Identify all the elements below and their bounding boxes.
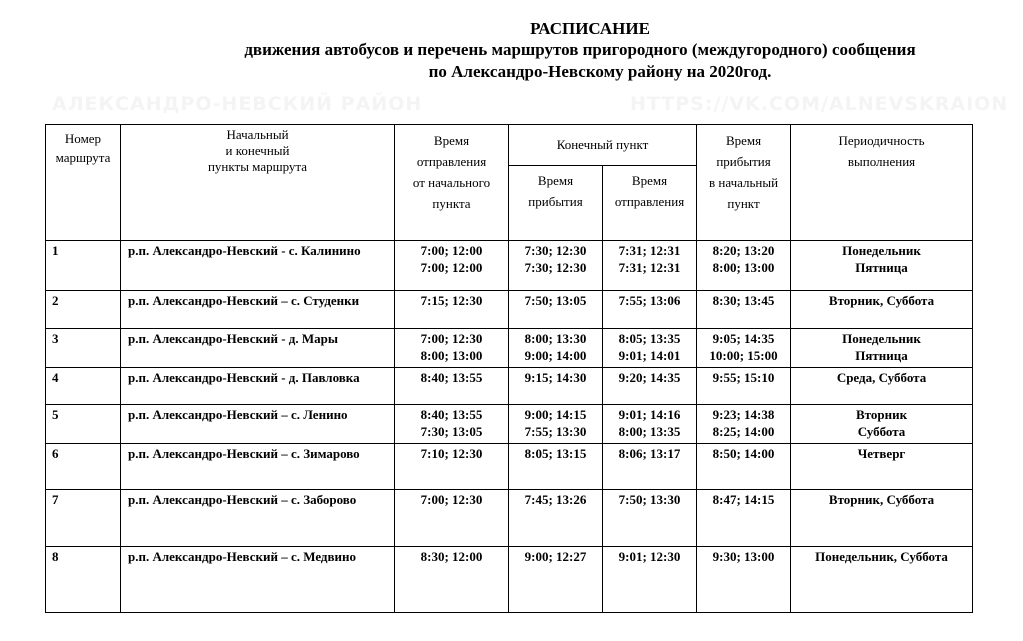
route-number: 7 xyxy=(46,490,121,547)
periodicity-cell: Вторник Суббота xyxy=(791,405,973,444)
departure-cell: 7:10; 12:30 xyxy=(395,444,509,490)
departure-cell: 7:00; 12:30 xyxy=(395,490,509,547)
title-heading: РАСПИСАНИЕ xyxy=(530,19,650,38)
dest-departure-cell: 7:31; 12:31 7:31; 12:31 xyxy=(603,241,697,291)
table-row xyxy=(46,444,973,490)
dest-arrival-cell: 7:50; 13:05 xyxy=(509,291,603,329)
dest-arrival-cell: 9:00; 14:15 7:55; 13:30 xyxy=(509,405,603,444)
table-row xyxy=(46,291,973,329)
title-subheading: движения автобусов и перечень маршрутов пригородного (междугородного) сообщения xyxy=(244,40,916,59)
route-name: р.п. Александро-Невский – с. Ленино xyxy=(121,405,395,444)
header-dest-arrival: Время прибытия xyxy=(509,166,603,241)
periodicity-cell: Понедельник Пятница xyxy=(791,329,973,368)
periodicity-cell: Понедельник Пятница xyxy=(791,241,973,291)
periodicity-cell: Понедельник, Суббота xyxy=(791,547,973,613)
route-name: р.п. Александро-Невский - д. Мары xyxy=(121,329,395,368)
departure-cell: 8:40; 13:55 xyxy=(395,368,509,405)
return-arrival-cell: 9:30; 13:00 xyxy=(697,547,791,613)
header-destination: Конечный пункт xyxy=(509,125,697,166)
table-row xyxy=(46,405,973,444)
route-name: р.п. Александро-Невский – с. Студенки xyxy=(121,291,395,329)
return-arrival-cell: 8:30; 13:45 xyxy=(697,291,791,329)
periodicity-cell: Вторник, Суббота xyxy=(791,490,973,547)
dest-arrival-cell: 8:00; 13:30 9:00; 14:00 xyxy=(509,329,603,368)
watermark-right: HTTPS://VK.COM/ALNEVSKRAION xyxy=(630,93,1009,115)
periodicity-cell: Вторник, Суббота xyxy=(791,291,973,329)
periodicity-cell: Среда, Суббота xyxy=(791,368,973,405)
departure-cell: 7:00; 12:00 7:00; 12:00 xyxy=(395,241,509,291)
return-arrival-cell: 8:47; 14:15 xyxy=(697,490,791,547)
dest-departure-cell: 8:06; 13:17 xyxy=(603,444,697,490)
dest-arrival-cell: 9:15; 14:30 xyxy=(509,368,603,405)
return-arrival-cell: 8:50; 14:00 xyxy=(697,444,791,490)
table-row xyxy=(46,547,973,613)
route-number: 3 xyxy=(46,329,121,368)
header-periodicity: Периодичность выполнения xyxy=(791,125,973,241)
schedule-table xyxy=(45,124,973,613)
periodicity-cell: Четверг xyxy=(791,444,973,490)
return-arrival-cell: 9:23; 14:38 8:25; 14:00 xyxy=(697,405,791,444)
departure-cell: 7:15; 12:30 xyxy=(395,291,509,329)
return-arrival-cell: 9:05; 14:35 10:00; 15:00 xyxy=(697,329,791,368)
dest-arrival-cell: 9:00; 12:27 xyxy=(509,547,603,613)
route-name: р.п. Александро-Невский – с. Заборово xyxy=(121,490,395,547)
return-arrival-cell: 9:55; 15:10 xyxy=(697,368,791,405)
route-number: 5 xyxy=(46,405,121,444)
dest-departure-cell: 9:20; 14:35 xyxy=(603,368,697,405)
return-arrival-cell: 8:20; 13:20 8:00; 13:00 xyxy=(697,241,791,291)
dest-departure-cell: 9:01; 12:30 xyxy=(603,547,697,613)
dest-departure-cell: 7:50; 13:30 xyxy=(603,490,697,547)
title-subheading-year: по Александро-Невскому району на 2020год. xyxy=(428,62,772,81)
route-number: 4 xyxy=(46,368,121,405)
route-number: 8 xyxy=(46,547,121,613)
header-route-number: Номер маршрута xyxy=(46,125,121,241)
dest-departure-cell: 9:01; 14:16 8:00; 13:35 xyxy=(603,405,697,444)
departure-cell: 8:30; 12:00 xyxy=(395,547,509,613)
header-dest-departure: Время отправления xyxy=(603,166,697,241)
header-departure-time: Время отправления от начального пункта xyxy=(395,125,509,241)
route-number: 2 xyxy=(46,291,121,329)
table-row xyxy=(46,368,973,405)
header-arrival-start: Время прибытия в начальный пункт xyxy=(697,125,791,241)
route-number: 1 xyxy=(46,241,121,291)
table-row xyxy=(46,329,973,368)
table-row xyxy=(46,490,973,547)
route-name: р.п. Александро-Невский – с. Медвино xyxy=(121,547,395,613)
header-route-endpoints: Начальный и конечный пункты маршрута xyxy=(121,125,395,241)
route-number: 6 xyxy=(46,444,121,490)
departure-cell: 8:40; 13:55 7:30; 13:05 xyxy=(395,405,509,444)
route-name: р.п. Александро-Невский - д. Павловка xyxy=(121,368,395,405)
watermark-left: АЛЕКСАНДРО-НЕВСКИЙ РАЙОН xyxy=(52,93,423,115)
route-name: р.п. Александро-Невский - с. Калинино xyxy=(121,241,395,291)
dest-arrival-cell: 8:05; 13:15 xyxy=(509,444,603,490)
dest-arrival-cell: 7:45; 13:26 xyxy=(509,490,603,547)
departure-cell: 7:00; 12:30 8:00; 13:00 xyxy=(395,329,509,368)
dest-arrival-cell: 7:30; 12:30 7:30; 12:30 xyxy=(509,241,603,291)
route-name: р.п. Александро-Невский – с. Зимарово xyxy=(121,444,395,490)
dest-departure-cell: 7:55; 13:06 xyxy=(603,291,697,329)
table-row xyxy=(46,241,973,291)
dest-departure-cell: 8:05; 13:35 9:01; 14:01 xyxy=(603,329,697,368)
